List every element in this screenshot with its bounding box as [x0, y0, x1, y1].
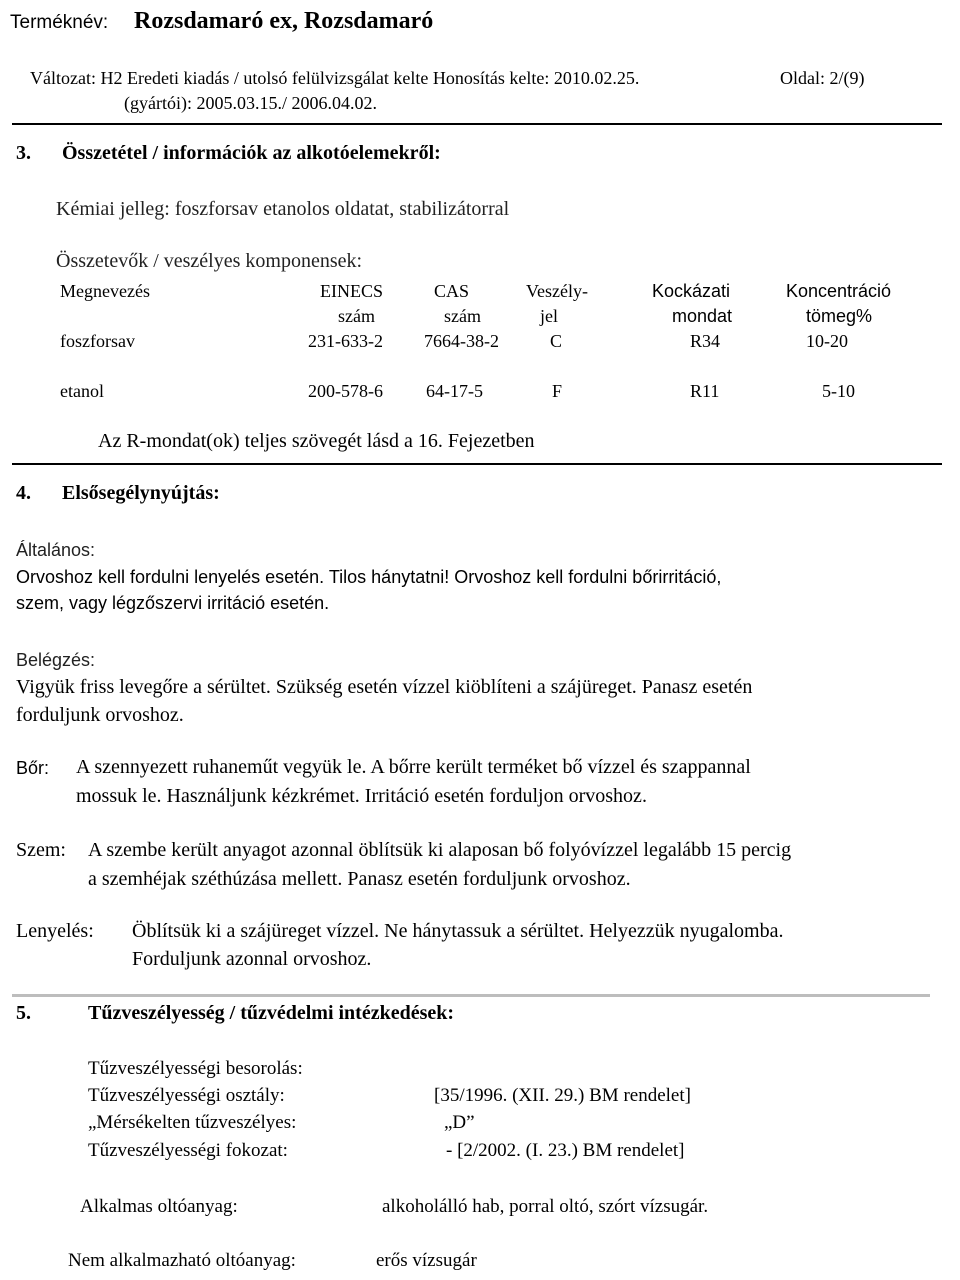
section4-title: Elsősegélynyújtás:: [62, 482, 220, 504]
version-line: Változat: H2 Eredeti kiadás / utolsó felülvizsgálat kelte Honosítás kelte: 2010.02.25.: [30, 68, 640, 88]
eye-line-1: A szembe került anyagot azonnal öblítsük ki alaposan bő folyóvízzel legalább 15 percig: [88, 839, 792, 861]
inhalation-line-2: forduljunk orvoshoz.: [16, 704, 184, 726]
suitable-media-label: Alkalmas oltóanyag:: [80, 1196, 238, 1217]
col-header-risk: Kockázati: [652, 281, 731, 301]
product-name: Rozsdamaró ex, Rozsdamaró: [134, 8, 434, 34]
col-header-hazard-2: jel: [540, 306, 558, 326]
r-phrase-note: Az R-mondat(ok) teljes szövegét lásd a 16. Fejezetben: [98, 430, 535, 452]
version-line-2: (gyártói): 2005.03.15./ 2006.04.02.: [124, 93, 377, 113]
ingestion-line-2: Forduljunk azonnal orvoshoz.: [132, 948, 372, 970]
row-1-risk: R34: [690, 331, 721, 351]
product-label: Terméknév:: [10, 12, 109, 33]
section4-number: 4.: [16, 482, 31, 504]
row-2-cas: 64-17-5: [426, 381, 483, 401]
fire-degree-value: - [2/2002. (I. 23.) BM rendelet]: [446, 1140, 685, 1161]
section5-number: 5.: [16, 1002, 31, 1024]
col-header-cas: CAS: [434, 281, 470, 301]
fire-classification-label: Tűzveszélyességi besorolás:: [88, 1058, 303, 1079]
skin-label: Bőr:: [16, 758, 50, 778]
header-rule: [12, 123, 942, 125]
row-1-cas: 7664-38-2: [424, 331, 499, 351]
general-line-1: Orvoshoz kell fordulni lenyelés esetén. Tilos hánytatni! Orvoshoz kell fordulni bőrirritáció,: [16, 567, 722, 587]
col-header-hazard: Veszély-: [526, 281, 588, 301]
row-1-conc: 10-20: [806, 331, 848, 351]
row-1-hazard: C: [550, 331, 563, 351]
col-header-conc: Koncentráció: [786, 281, 892, 301]
skin-line-1: A szennyezett ruhaneműt vegyük le. A bőrre került terméket bő vízzel és szappannal: [76, 756, 751, 778]
skin-line-2: mossuk le. Használjunk kézkrémet. Irritáció esetén forduljon orvoshoz.: [76, 785, 647, 807]
ingestion-line-1: Öblítsük ki a szájüreget vízzel. Ne hánytassuk a sérültet. Helyezzük nyugalomba.: [132, 920, 784, 942]
fire-degree-label: Tűzveszélyességi fokozat:: [88, 1140, 288, 1161]
row-1-name: foszforsav: [60, 331, 135, 351]
inhalation-label: Belégzés:: [16, 650, 96, 670]
row-2-risk: R11: [690, 381, 720, 401]
ingestion-label: Lenyelés:: [16, 920, 94, 942]
inhalation-line-1: Vigyük friss levegőre a sérültet. Szükség esetén vízzel kiöblíteni a szájüreget. Panasz esetén: [16, 676, 753, 698]
components-label: Összetevők / veszélyes komponensek:: [56, 250, 363, 272]
fire-class-label: Tűzveszélyességi osztály:: [88, 1085, 285, 1106]
col-header-conc-2: tömeg%: [806, 306, 873, 326]
page-number: Oldal: 2/(9): [780, 68, 865, 88]
row-2-einecs: 200-578-6: [308, 381, 383, 401]
section3-number: 3.: [16, 142, 31, 164]
col-header-cas-2: szám: [444, 306, 481, 326]
col-header-einecs-2: szám: [338, 306, 375, 326]
row-2-name: etanol: [60, 381, 104, 401]
general-line-2: szem, vagy légzőszervi irritáció esetén.: [16, 593, 330, 613]
unsuitable-media-label: Nem alkalmazható oltóanyag:: [68, 1250, 296, 1271]
section4-rule: [12, 994, 930, 997]
section5-title: Tűzveszélyesség / tűzvédelmi intézkedések:: [88, 1002, 455, 1024]
col-header-einecs: EINECS: [320, 281, 383, 301]
row-1-einecs: 231-633-2: [308, 331, 383, 351]
chemical-nature: Kémiai jelleg: foszforsav etanolos oldatat, stabilizátorral: [56, 198, 510, 220]
suitable-media-value: alkoholálló hab, porral oltó, szórt vízsugár.: [382, 1196, 709, 1217]
moderate-fire-label: „Mérsékelten tűzveszélyes:: [88, 1112, 297, 1133]
eye-label: Szem:: [16, 839, 66, 861]
fire-class-value: [35/1996. (XII. 29.) BM rendelet]: [434, 1085, 691, 1106]
section3-rule: [12, 463, 942, 465]
general-label: Általános:: [16, 540, 96, 560]
unsuitable-media-value: erős vízsugár: [376, 1250, 477, 1271]
section3-title: Összetétel / információk az alkotóelemekről:: [62, 142, 441, 164]
col-header-name: Megnevezés: [60, 281, 150, 301]
col-header-risk-2: mondat: [672, 306, 733, 326]
row-2-hazard: F: [552, 381, 563, 401]
eye-line-2: a szemhéjak széthúzása mellett. Panasz esetén forduljunk orvoshoz.: [88, 868, 631, 890]
row-2-conc: 5-10: [822, 381, 855, 401]
moderate-fire-value: „D”: [444, 1112, 475, 1133]
